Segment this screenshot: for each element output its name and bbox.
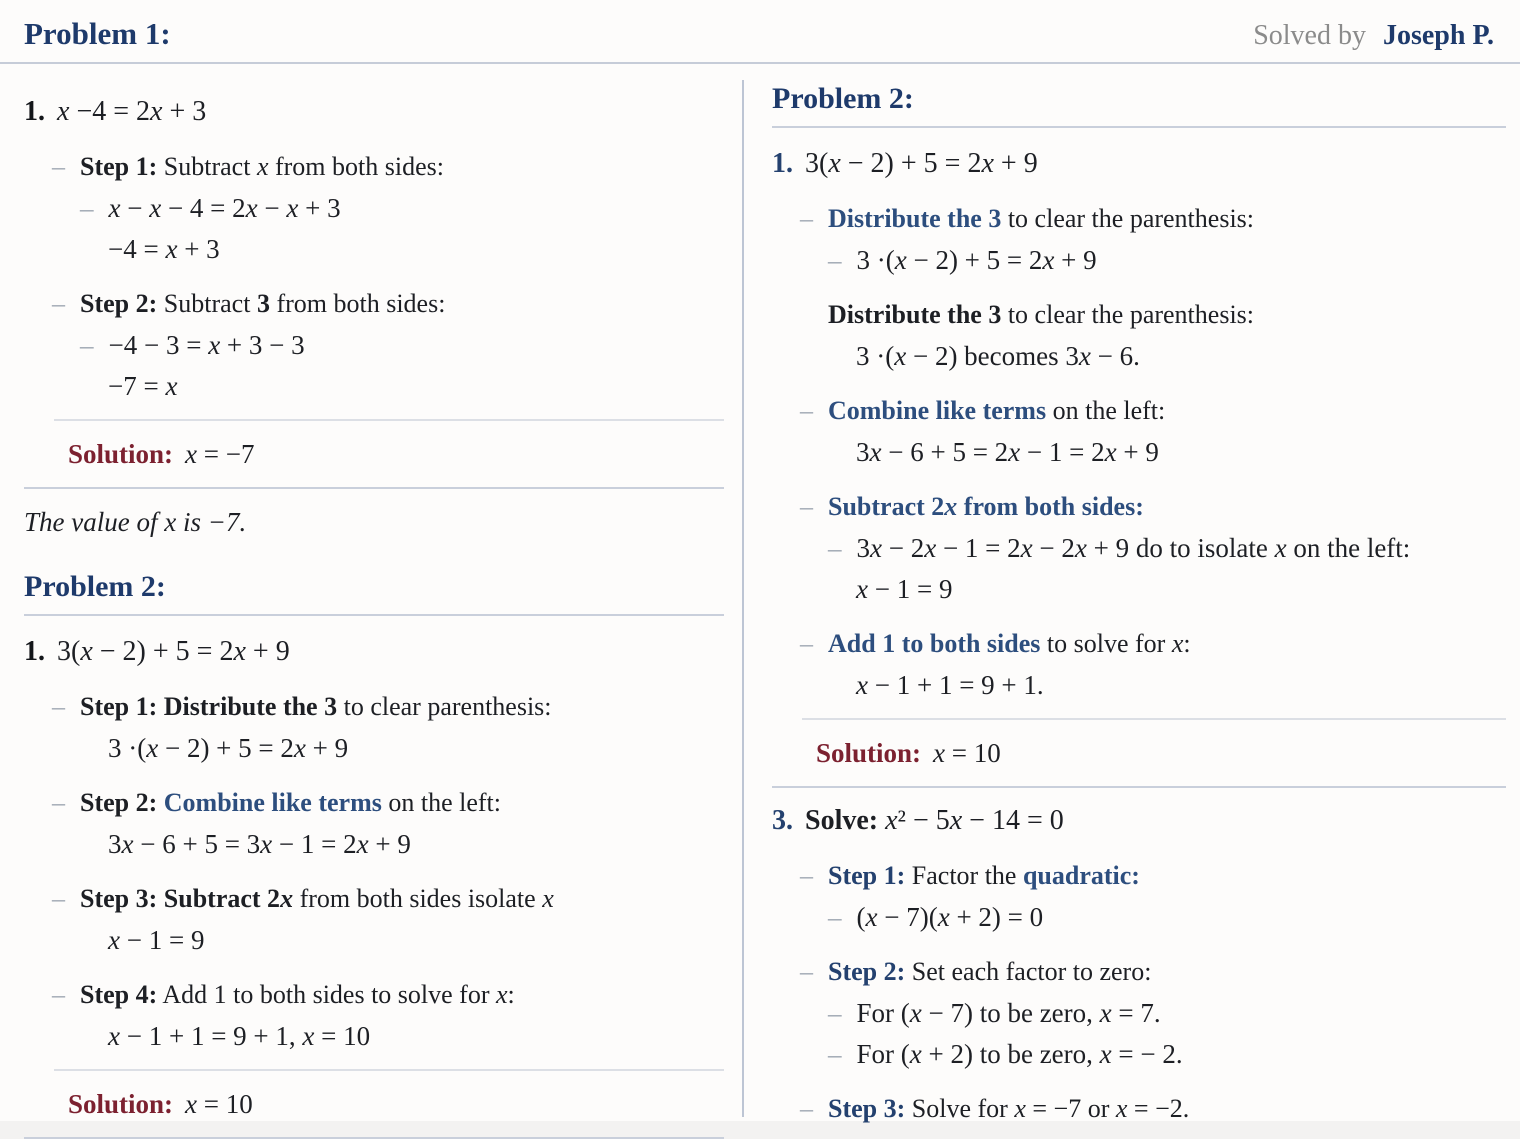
solution-line xyxy=(772,733,1506,773)
dash-bullet: – xyxy=(828,902,842,932)
step-line xyxy=(772,624,1506,664)
dash-bullet: – xyxy=(52,788,65,817)
solution-line xyxy=(24,1084,724,1124)
equation-line xyxy=(772,1034,1506,1074)
text-run: Combine like terms xyxy=(828,396,1047,425)
equation-line xyxy=(772,528,1506,568)
text-run: on the left: xyxy=(381,788,502,817)
dash-bullet: – xyxy=(80,193,94,223)
equation-line xyxy=(24,366,724,406)
problem-heading: Problem 2: xyxy=(24,570,166,603)
solved-by-prefix: Solved by xyxy=(1253,20,1366,51)
item-number: 1. xyxy=(24,96,45,127)
separator-rule xyxy=(772,786,1506,788)
dash-bullet: – xyxy=(52,980,65,1009)
text-run: to solve for x: xyxy=(1040,629,1191,658)
solution-value: x = 10 xyxy=(185,1089,253,1119)
step-line xyxy=(24,879,724,919)
text-run: Step 2: xyxy=(80,788,158,817)
equation-text: 3x − 2x − 1 = 2x − 2x + 9 do to isolate x on the left: xyxy=(856,533,1411,563)
note-line: The value of x is −7. xyxy=(24,507,247,537)
text-run: Step 2: xyxy=(80,289,158,318)
equation-line xyxy=(772,432,1506,472)
solution-value: x = 10 xyxy=(933,738,1001,768)
note-text-line xyxy=(772,295,1506,335)
equation-text: 3 ·(x − 2) + 5 = 2x + 9 xyxy=(108,733,349,763)
text-run: 3(x − 2) + 5 = 2x + 9 xyxy=(57,636,290,667)
separator-rule xyxy=(54,1069,724,1071)
text-run: Distribute the 3 xyxy=(828,204,1002,233)
dash-bullet: – xyxy=(828,533,842,563)
equation-text: x − 1 + 1 = 9 + 1. xyxy=(856,670,1044,700)
equation-text: 3x − 6 + 5 = 3x − 1 = 2x + 9 xyxy=(108,829,411,859)
left-column xyxy=(0,64,742,1117)
dash-bullet: – xyxy=(828,1039,842,1069)
equation-line xyxy=(772,993,1506,1033)
dash-bullet: – xyxy=(800,861,813,890)
separator-rule xyxy=(54,419,724,421)
text-run: Step 3: xyxy=(80,884,158,913)
equation-line xyxy=(24,728,724,768)
text-run: Step 4: xyxy=(80,980,158,1009)
text-run: Add 1 to both sides to solve for x: xyxy=(157,980,515,1009)
text-run: on the left: xyxy=(1046,396,1166,425)
text-run: 3(x − 2) + 5 = 2x + 9 xyxy=(805,148,1038,179)
equation-line xyxy=(772,336,1506,376)
dash-bullet: – xyxy=(80,330,94,360)
step-line xyxy=(24,975,724,1015)
text-run: Step 3: xyxy=(828,1094,906,1123)
equation-text: −4 − 3 = x + 3 − 3 xyxy=(108,330,305,360)
equation-line xyxy=(24,824,724,864)
step-line xyxy=(772,856,1506,896)
text-run: Step 1: xyxy=(828,861,906,890)
step-line xyxy=(772,1089,1506,1129)
solution-label: Solution: xyxy=(816,738,922,768)
text-run: Subtract 2x from both sides: xyxy=(828,492,1144,521)
equation-line xyxy=(772,665,1506,705)
step-line xyxy=(772,487,1506,527)
dash-bullet: – xyxy=(52,692,65,721)
equation-text: x − x − 4 = 2x − x + 3 xyxy=(108,193,341,223)
dash-bullet: – xyxy=(828,245,842,275)
step-line xyxy=(772,199,1506,239)
equation-text: x − 1 = 9 xyxy=(108,925,205,955)
text-run: Factor the xyxy=(905,861,1023,890)
text-run: from both sides: xyxy=(269,289,446,318)
dash-bullet: – xyxy=(800,629,813,658)
dash-bullet: – xyxy=(800,492,813,521)
numbered-equation-line xyxy=(24,92,724,132)
solution-line xyxy=(24,434,724,474)
equation-text: x − 1 = 9 xyxy=(856,574,953,604)
problem-heading: Problem 2: xyxy=(772,82,914,115)
solution-label: Solution: xyxy=(68,439,174,469)
equation-line xyxy=(772,240,1506,280)
text-run: Solve: xyxy=(805,805,886,836)
solved-by-name: Joseph P. xyxy=(1382,20,1494,51)
step-line xyxy=(24,687,724,727)
equation-text: −7 = x xyxy=(108,371,178,401)
text-run: 3 xyxy=(256,289,270,318)
equation-line xyxy=(24,325,724,365)
dash-bullet: – xyxy=(800,396,813,425)
item-number: 3. xyxy=(772,805,793,836)
separator-rule xyxy=(24,487,724,489)
solution-label: Solution: xyxy=(68,1089,174,1119)
text-run: x −4 = 2x + 3 xyxy=(57,96,207,127)
numbered-equation-line xyxy=(24,632,724,672)
dash-bullet: – xyxy=(52,289,65,318)
equation-text: x − 1 + 1 = 9 + 1, x = 10 xyxy=(108,1021,371,1051)
equation-line xyxy=(24,920,724,960)
dash-bullet: – xyxy=(52,152,65,181)
text-run: Distribute the 3 xyxy=(828,300,1002,329)
step-line xyxy=(772,391,1506,431)
text-run: to clear the parenthesis: xyxy=(1001,300,1255,329)
equation-text: 3x − 6 + 5 = 2x − 1 = 2x + 9 xyxy=(856,437,1159,467)
equation-text: 3 ·(x − 2) becomes 3x − 6. xyxy=(856,341,1140,371)
text-run: Solve for x = −7 or x = −2. xyxy=(905,1094,1190,1123)
text-run: x² − 5x − 14 = 0 xyxy=(885,805,1064,836)
text-run: Step 2: xyxy=(828,957,906,986)
text-run: Step 1: xyxy=(80,152,158,181)
dash-bullet: – xyxy=(828,998,842,1028)
page-title: Problem 1: xyxy=(24,16,171,51)
heading-rule xyxy=(772,126,1506,128)
step-line xyxy=(24,147,724,187)
equation-text: For (x − 7) to be zero, x = 7. xyxy=(856,998,1161,1028)
text-run: Subtract 2x xyxy=(163,884,294,913)
step-line xyxy=(772,952,1506,992)
step-line xyxy=(24,284,724,324)
text-run: Set each factor to zero: xyxy=(905,957,1152,986)
dash-bullet: – xyxy=(800,1094,813,1123)
item-number: 1. xyxy=(24,636,45,667)
text-run: Add 1 to both sides xyxy=(828,629,1041,658)
equation-line xyxy=(772,569,1506,609)
solution-value: x = −7 xyxy=(185,439,255,469)
text-run: Subtract xyxy=(157,289,257,318)
equation-text: −4 = x + 3 xyxy=(108,234,220,264)
text-run: from both sides isolate x xyxy=(293,884,554,913)
right-column xyxy=(744,64,1520,1123)
dash-bullet: – xyxy=(800,204,813,233)
dash-bullet: – xyxy=(800,957,813,986)
text-run: Combine like terms xyxy=(163,788,382,817)
text-run: Distribute the 3 xyxy=(163,692,338,721)
equation-line xyxy=(24,1016,724,1056)
equation-text: (x − 7)(x + 2) = 0 xyxy=(856,902,1044,932)
dash-bullet: – xyxy=(52,884,65,913)
heading-rule xyxy=(24,614,724,616)
numbered-equation-line xyxy=(772,144,1506,184)
step-line xyxy=(24,783,724,823)
solved-by xyxy=(1253,20,1494,52)
text-run: Subtract x from both sides: xyxy=(157,152,444,181)
item-number: 1. xyxy=(772,148,793,179)
text-run: Step 1: xyxy=(80,692,158,721)
equation-line xyxy=(772,897,1506,937)
equation-line xyxy=(24,229,724,269)
text-run: quadratic: xyxy=(1022,861,1140,890)
columns xyxy=(0,64,1520,1123)
numbered-equation-line xyxy=(772,801,1506,841)
equation-text: For (x + 2) to be zero, x = − 2. xyxy=(856,1039,1183,1069)
equation-line xyxy=(24,188,724,228)
separator-rule xyxy=(802,718,1506,720)
text-run: to clear parenthesis: xyxy=(337,692,552,721)
equation-text: 3 ·(x − 2) + 5 = 2x + 9 xyxy=(856,245,1097,275)
text-run: to clear the parenthesis: xyxy=(1001,204,1255,233)
page-header xyxy=(0,0,1520,62)
